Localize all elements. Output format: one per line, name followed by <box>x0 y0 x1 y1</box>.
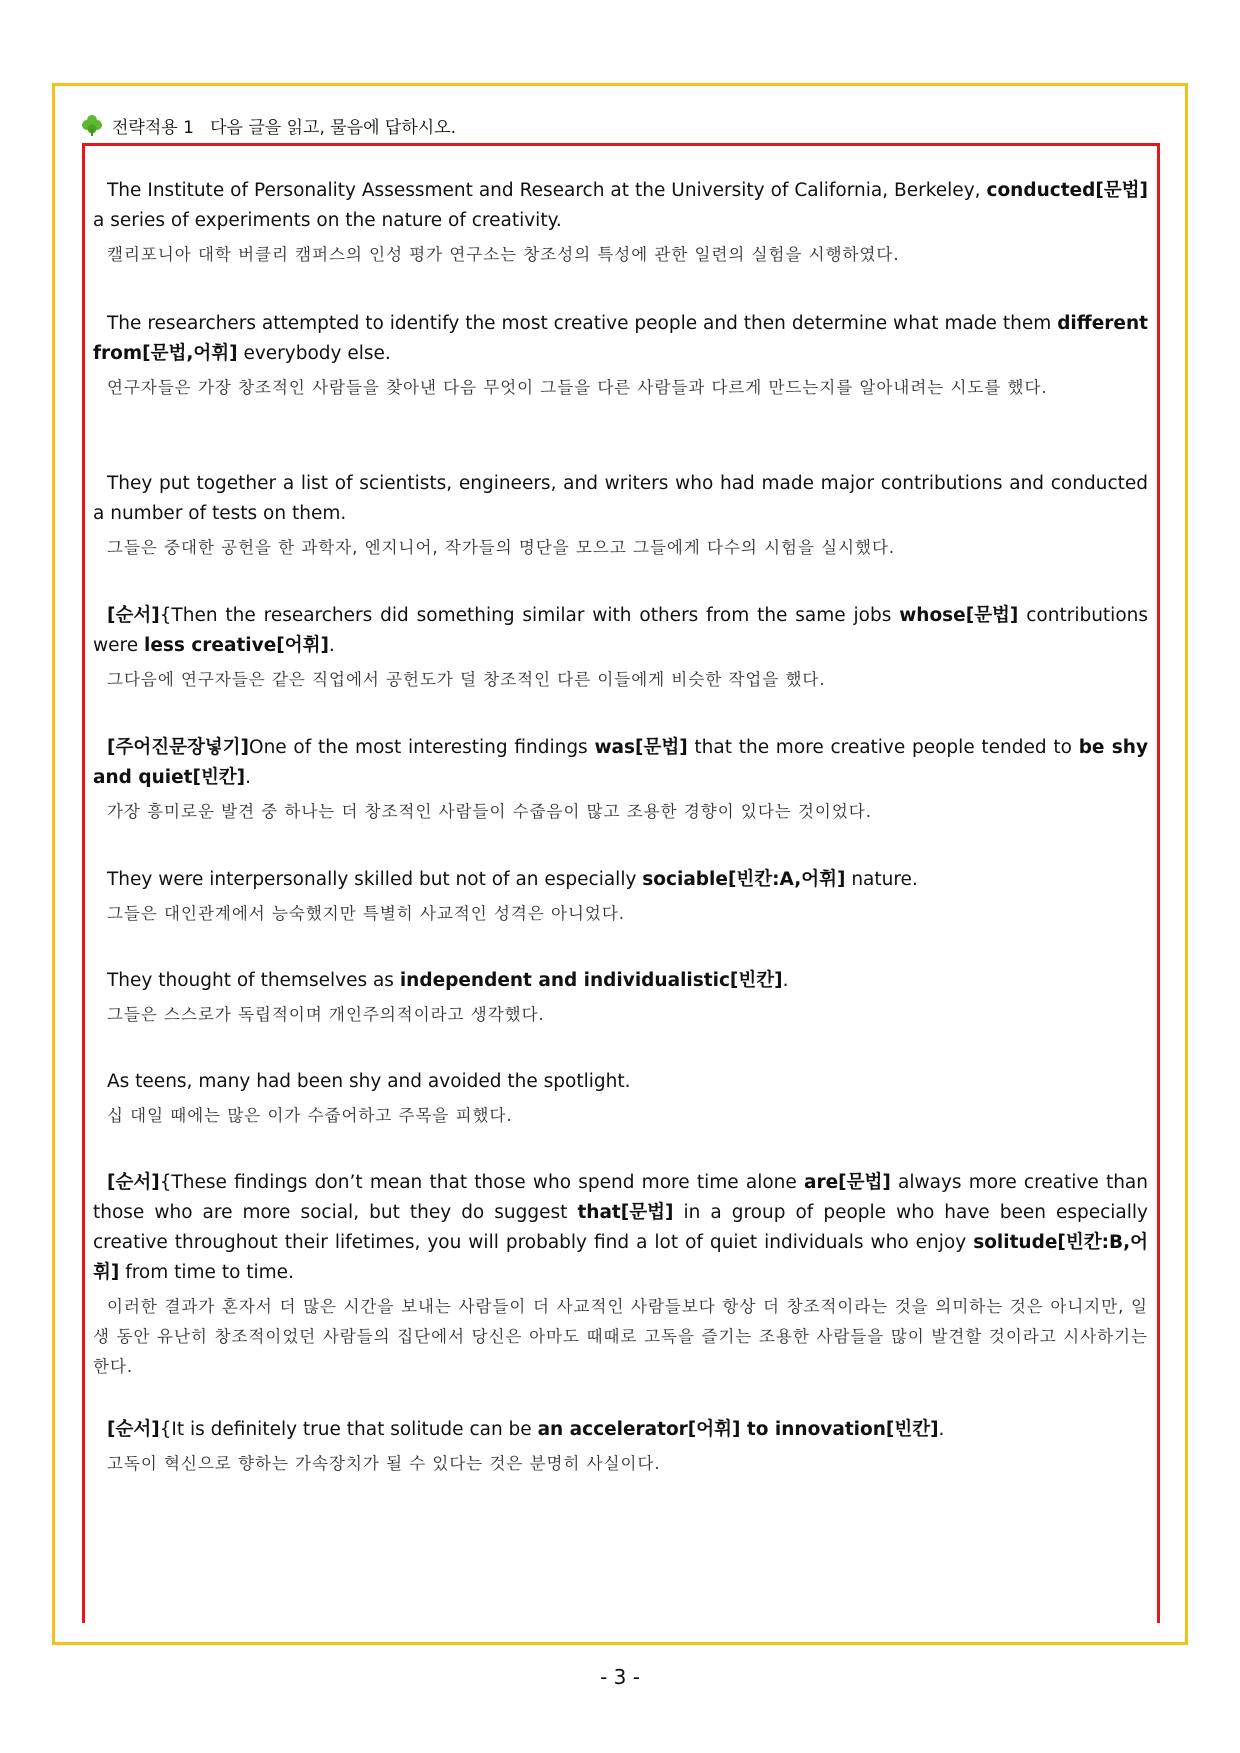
sentence-text: They put together a list of scientists, engineers, and writers who had made major contributions and conducted a number of tests on them. <box>93 473 1148 524</box>
annotation-highlight: [순서] <box>107 605 160 626</box>
english-sentence <box>93 176 1148 236</box>
sentence-text: from time to time. <box>119 1262 294 1283</box>
sentence-text: . <box>938 1419 945 1440</box>
annotation-highlight: solitude[빈칸:B,어휘] <box>93 1232 1148 1283</box>
english-sentence <box>93 1168 1148 1288</box>
sentence-text: that the more creative people tended to <box>687 737 1079 758</box>
korean-translation: 가장 흥미로운 발견 중 하나는 더 창조적인 사람들이 수줍음이 많고 조용한 경향이 있다는 것이었다. <box>107 802 872 821</box>
annotation-highlight: independent and individualistic[빈칸] <box>399 970 783 991</box>
korean-translation: 연구자들은 가장 창조적인 사람들을 찾아낸 다음 무엇이 그들을 다른 사람들과 다르게 만드는지를 알아내려는 시도를 했다. <box>107 378 1048 397</box>
paragraph-4 <box>93 601 1148 695</box>
sentence-text: {Then the researchers did something similar with others from the same jobs <box>159 605 900 626</box>
korean-translation: 캘리포니아 대학 버클리 캠퍼스의 인성 평가 연구소는 창조성의 특성에 관한 일련의 실험을 시행하였다. <box>107 245 900 264</box>
paragraph-6 <box>93 865 1148 929</box>
english-sentence <box>93 733 1148 793</box>
english-sentence <box>93 1415 1148 1445</box>
annotation-highlight: conducted[문법] <box>986 180 1148 201</box>
clover-icon <box>80 113 104 137</box>
annotation-highlight: whose[문법] <box>899 605 1019 626</box>
korean-translation: 그들은 중대한 공헌을 한 과학자, 엔지니어, 작가들의 명단을 모으고 그들에게 다수의 시험을 실시했다. <box>107 538 896 557</box>
english-sentence <box>93 966 1148 996</box>
annotation-highlight: less creative[어휘] <box>143 635 329 656</box>
sentence-text: in a group of people who have been especially creative throughout their lifetimes, you will probably find a lot of quiet individuals who enjoy <box>93 1202 1148 1253</box>
korean-translation: 그들은 대인관계에서 능숙했지만 특별히 사교적인 성격은 아니었다. <box>107 904 626 923</box>
paragraph-8 <box>93 1067 1148 1131</box>
paragraph-9 <box>93 1168 1148 1382</box>
sentence-text: contributions were <box>93 605 1149 656</box>
paragraph-1 <box>93 176 1148 270</box>
korean-translation: 고독이 혁신으로 향하는 가속장치가 될 수 있다는 것은 분명히 사실이다. <box>107 1454 661 1473</box>
sentence-text: {These findings don’t mean that those who spend more time alone <box>159 1172 804 1193</box>
paragraph-2 <box>93 309 1148 403</box>
sentence-text: They thought of themselves as <box>107 970 400 991</box>
sentence-text: {It is definitely true that solitude can be <box>159 1419 538 1440</box>
sentence-text: The Institute of Personality Assessment and Research at the University of California, Berkeley, <box>107 180 987 201</box>
sentence-text: a series of experiments on the nature of creativity. <box>93 210 562 231</box>
section-title: 전략적용 1 다음 글을 읽고, 물음에 답하시오. <box>112 117 457 138</box>
annotation-highlight: was[문법] <box>594 737 688 758</box>
annotation-highlight: [순서] <box>107 1419 160 1440</box>
english-sentence <box>93 309 1148 369</box>
sentence-text: . <box>245 767 252 788</box>
sentence-text: . <box>328 635 335 656</box>
annotation-highlight: [순서] <box>107 1172 160 1193</box>
section-header <box>80 110 456 140</box>
paragraph-5 <box>93 733 1148 827</box>
english-sentence <box>93 1067 1148 1097</box>
annotation-highlight: different from[문법,어휘] <box>93 313 1148 364</box>
annotation-highlight: that[문법] <box>577 1202 674 1223</box>
page-number: - 3 - <box>600 1665 640 1689</box>
annotation-highlight: an accelerator[어휘] to innovation[빈칸] <box>537 1419 939 1440</box>
paragraph-10 <box>93 1415 1148 1479</box>
sentence-text: One of the most interesting findings <box>249 737 595 758</box>
english-sentence <box>93 469 1148 529</box>
sentence-text: As teens, many had been shy and avoided the spotlight. <box>107 1071 631 1092</box>
sentence-text: everybody else. <box>237 343 391 364</box>
korean-translation: 그들은 스스로가 독립적이며 개인주의적이라고 생각했다. <box>107 1005 545 1024</box>
english-sentence <box>93 865 1148 895</box>
korean-translation: 그다음에 연구자들은 같은 직업에서 공헌도가 덜 창조적인 다른 이들에게 비슷한 작업을 했다. <box>107 670 826 689</box>
annotation-highlight: are[문법] <box>803 1172 891 1193</box>
english-sentence <box>93 601 1148 661</box>
annotation-highlight: be shy and quiet[빈칸] <box>93 737 1149 788</box>
annotation-highlight: [주어진문장넣기] <box>107 737 250 758</box>
korean-translation: 이러한 결과가 혼자서 더 많은 시간을 보내는 사람들이 더 사교적인 사람들보다 항상 더 창조적이라는 것을 의미하는 것은 아니지만, 일생 동안 유난히 창조적이었던 사람들의 집단에서 당신은 아마도 때때로 고독을 즐기는 조용한 사람들을 많이 발견할 것이라고 시사하기는 한다. <box>93 1297 1148 1376</box>
sentence-text: nature. <box>845 869 918 890</box>
sentence-text: . <box>782 970 789 991</box>
korean-translation: 십 대일 때에는 많은 이가 수줍어하고 주목을 피했다. <box>107 1106 513 1125</box>
paragraph-3 <box>93 469 1148 563</box>
paragraph-7 <box>93 966 1148 1030</box>
sentence-text: The researchers attempted to identify the most creative people and then determine what made them <box>107 313 1058 334</box>
annotation-highlight: sociable[빈칸:A,어휘] <box>642 869 846 890</box>
sentence-text: They were interpersonally skilled but not of an especially <box>107 869 643 890</box>
sentence-text: always more creative than those who are more social, but they do suggest <box>93 1172 1148 1223</box>
